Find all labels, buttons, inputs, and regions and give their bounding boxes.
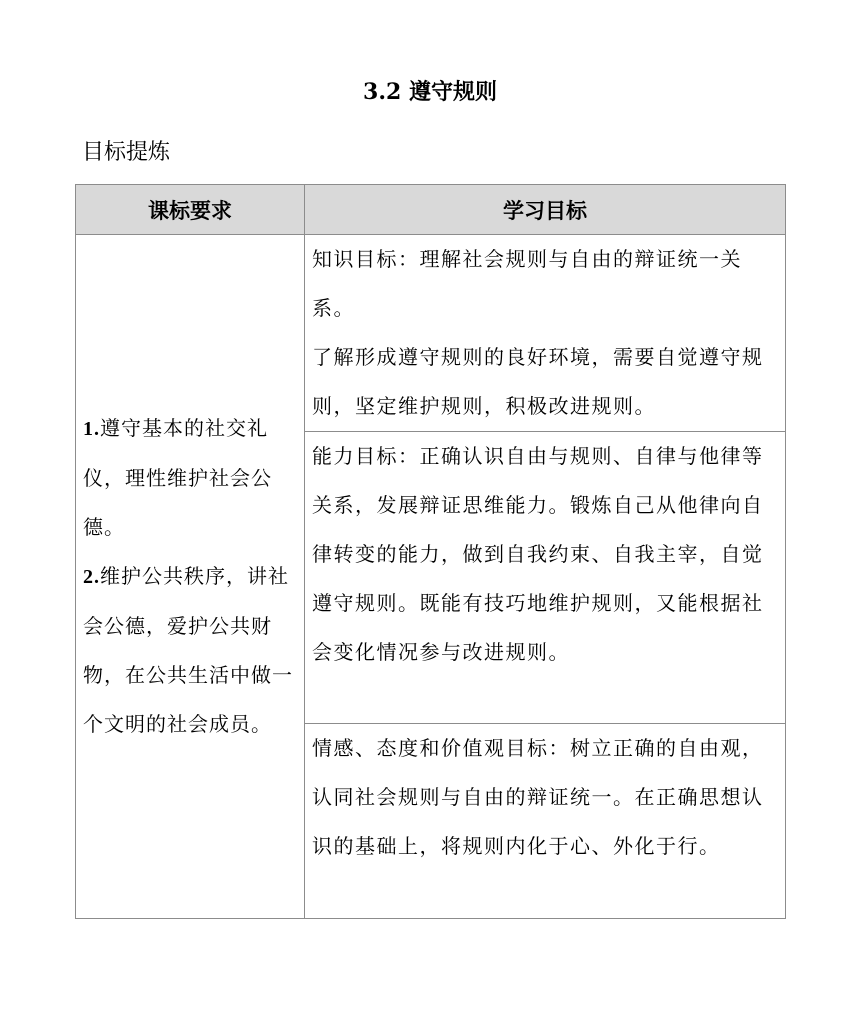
requirement-item — [83, 404, 300, 552]
requirement-item — [83, 552, 300, 749]
emotion-goal-cell — [305, 724, 786, 919]
requirement-number: 1. — [83, 418, 100, 440]
knowledge-goal-text-2: 了解形成遵守规则的良好环境，需要自觉遵守规则，坚定维护规则，积极改进规则。 — [312, 345, 764, 418]
document-title: 3.2 遵守规则 — [363, 79, 497, 105]
objectives-table — [75, 184, 786, 919]
section-heading: 目标提炼 — [82, 140, 171, 165]
header-learning-goals: 学习目标 — [305, 185, 786, 235]
table-row — [76, 235, 786, 432]
requirement-text: 维护公共秩序，讲社会公德，爱护公共财物，在公共生活中做一个文明的社会成员。 — [83, 564, 293, 736]
header-curriculum-requirements: 课标要求 — [76, 185, 305, 235]
requirement-number: 2. — [83, 566, 100, 588]
knowledge-goal-text: 知识目标：理解社会规则与自由的辩证统一关系。 — [312, 247, 742, 320]
emotion-goal-text: 情感、态度和价值观目标：树立正确的自由观，认同社会规则与自由的辩证统一。在正确思想认识的基础上，将规则内化于心、外化于行。 — [312, 736, 764, 858]
requirement-text: 遵守基本的社交礼仪，理性维护社会公德。 — [83, 416, 272, 539]
ability-goal-cell — [305, 432, 786, 724]
requirements-cell — [76, 235, 305, 919]
knowledge-goal-cell — [305, 235, 786, 432]
ability-goal-text: 能力目标：正确认识自由与规则、自律与他律等关系，发展辩证思维能力。锻炼自己从他律向自律转变的能力，做到自我约束、自我主宰，自觉遵守规则。既能有技巧地维护规则，又能根据社会变化情况参与改进规则。 — [312, 444, 764, 664]
table-header-row — [76, 185, 786, 235]
